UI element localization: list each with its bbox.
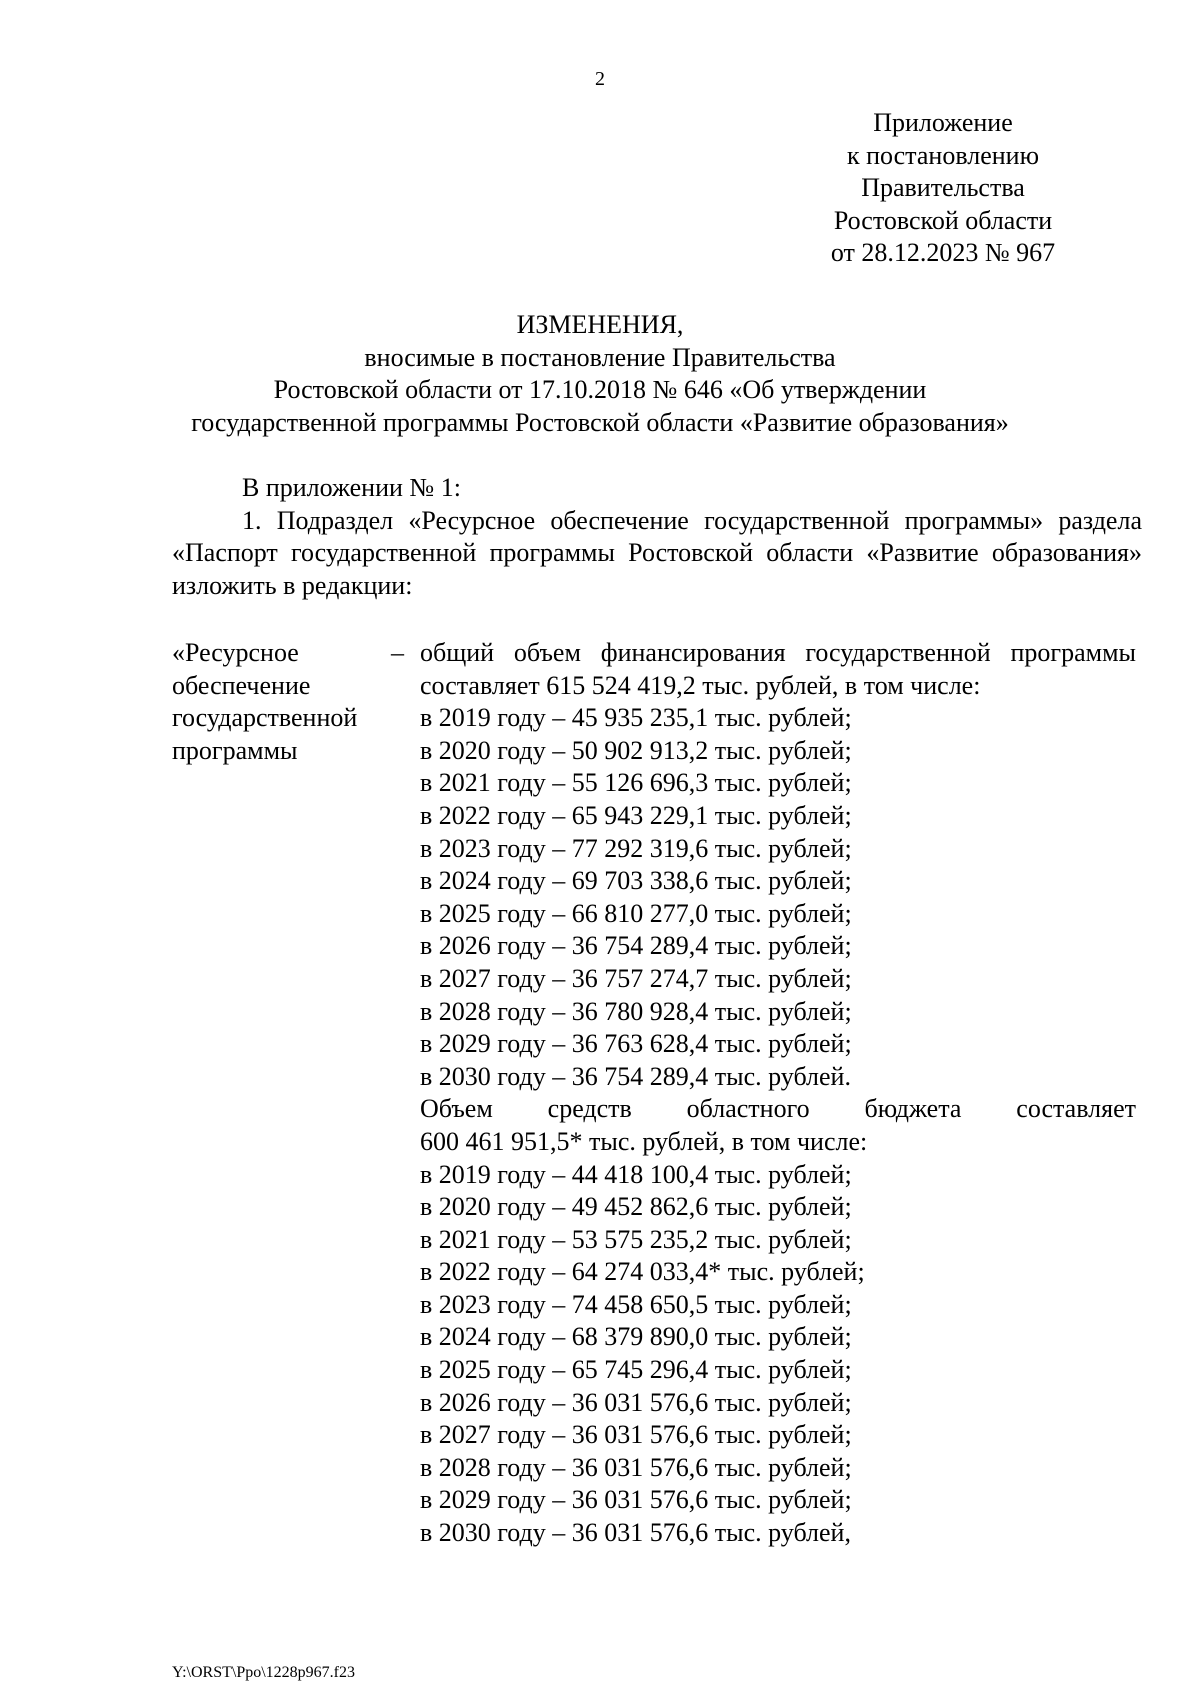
- regional-year-line: в 2023 году – 74 458 650,5 тыс. рублей;: [420, 1289, 852, 1319]
- total-year-line: в 2025 году – 66 810 277,0 тыс. рублей;: [420, 898, 852, 928]
- total-year-line: в 2022 году – 65 943 229,1 тыс. рублей;: [420, 800, 852, 830]
- regional-year-line: в 2029 году – 36 031 576,6 тыс. рублей;: [420, 1485, 852, 1515]
- regional-year-line: в 2021 году – 53 575 235,2 тыс. рублей;: [420, 1224, 852, 1254]
- regional-year-line: в 2020 году – 49 452 862,6 тыс. рублей;: [420, 1192, 852, 1222]
- title-heading: ИЗМЕНЕНИЯ,: [516, 310, 684, 339]
- title-line: вносимые в постановление Правительства: [364, 342, 836, 372]
- total-year-line: в 2023 году – 77 292 319,6 тыс. рублей;: [420, 833, 852, 863]
- total-year-line: в 2028 году – 36 780 928,4 тыс. рублей;: [420, 996, 852, 1026]
- document-title: [180, 309, 1020, 439]
- total-year-line: в 2029 году – 36 763 628,4 тыс. рублей;: [420, 1029, 852, 1059]
- regional-year-line: в 2025 году – 65 745 296,4 тыс. рублей;: [420, 1355, 852, 1385]
- regional-years-list: [420, 1159, 1136, 1550]
- regional-budget-line-1: Объем средств областного бюджета составляет: [420, 1094, 1136, 1124]
- total-year-line: в 2024 году – 69 703 338,6 тыс. рублей;: [420, 866, 852, 896]
- approval-stamp: [808, 107, 1078, 270]
- total-year-line: в 2027 году – 36 757 274,7 тыс. рублей;: [420, 963, 852, 993]
- total-year-line: в 2019 году – 45 935 235,1 тыс. рублей;: [420, 703, 852, 733]
- regional-year-line: в 2022 году – 64 274 033,4* тыс. рублей;: [420, 1257, 865, 1287]
- regional-year-line: в 2030 году – 36 031 576,6 тыс. рублей,: [420, 1518, 851, 1548]
- approval-line: Ростовской области: [833, 205, 1053, 235]
- title-line: государственной программы Ростовской области «Развитие образования»: [191, 407, 1009, 437]
- total-funding-text: общий объем финансирования государственной программы составляет 615 524 419,2 тыс. рублей, в том числе:: [420, 638, 1136, 700]
- regional-year-line: в 2026 году – 36 031 576,6 тыс. рублей;: [420, 1387, 852, 1417]
- intro-paragraph: В приложении № 1:: [242, 473, 461, 502]
- passport-content: [420, 637, 1136, 1550]
- regional-year-line: в 2028 году – 36 031 576,6 тыс. рублей;: [420, 1452, 852, 1482]
- approval-line: к постановлению: [846, 140, 1040, 170]
- regional-year-line: в 2027 году – 36 031 576,6 тыс. рублей;: [420, 1420, 852, 1450]
- approval-line: от 28.12.2023 № 967: [830, 238, 1056, 267]
- approval-line: Правительства: [861, 173, 1025, 202]
- body-text: [172, 472, 1142, 602]
- regional-budget-line-2: 600 461 951,5* тыс. рублей, в том числе:: [420, 1126, 868, 1156]
- approval-line: Приложение: [873, 108, 1013, 137]
- passport-dash: –: [391, 638, 404, 667]
- title-line: Ростовской области от 17.10.2018 № 646 «Об утверждении: [273, 375, 927, 404]
- item-1-paragraph: 1. Подраздел «Ресурсное обеспечение государственной программы» раздела «Паспорт государственной программы Ростовской области «Развитие образования» изложить в редакции:: [172, 505, 1142, 600]
- total-year-line: в 2021 году – 55 126 696,3 тыс. рублей;: [420, 768, 852, 798]
- total-year-line: в 2026 году – 36 754 289,4 тыс. рублей;: [420, 931, 852, 961]
- passport-section: [172, 637, 1142, 1550]
- total-year-line: в 2030 году – 36 754 289,4 тыс. рублей.: [420, 1061, 851, 1091]
- footer-file-path: Y:\ORST\Ppo\1228p967.f23: [172, 1664, 355, 1681]
- total-years-list: [420, 702, 1136, 1093]
- page-number: 2: [595, 68, 605, 90]
- total-year-line: в 2020 году – 50 902 913,2 тыс. рублей;: [420, 735, 852, 765]
- regional-year-line: в 2024 году – 68 379 890,0 тыс. рублей;: [420, 1322, 852, 1352]
- regional-year-line: в 2019 году – 44 418 100,4 тыс. рублей;: [420, 1159, 852, 1189]
- passport-label: «Ресурсное обеспечение государственной программы: [172, 638, 358, 765]
